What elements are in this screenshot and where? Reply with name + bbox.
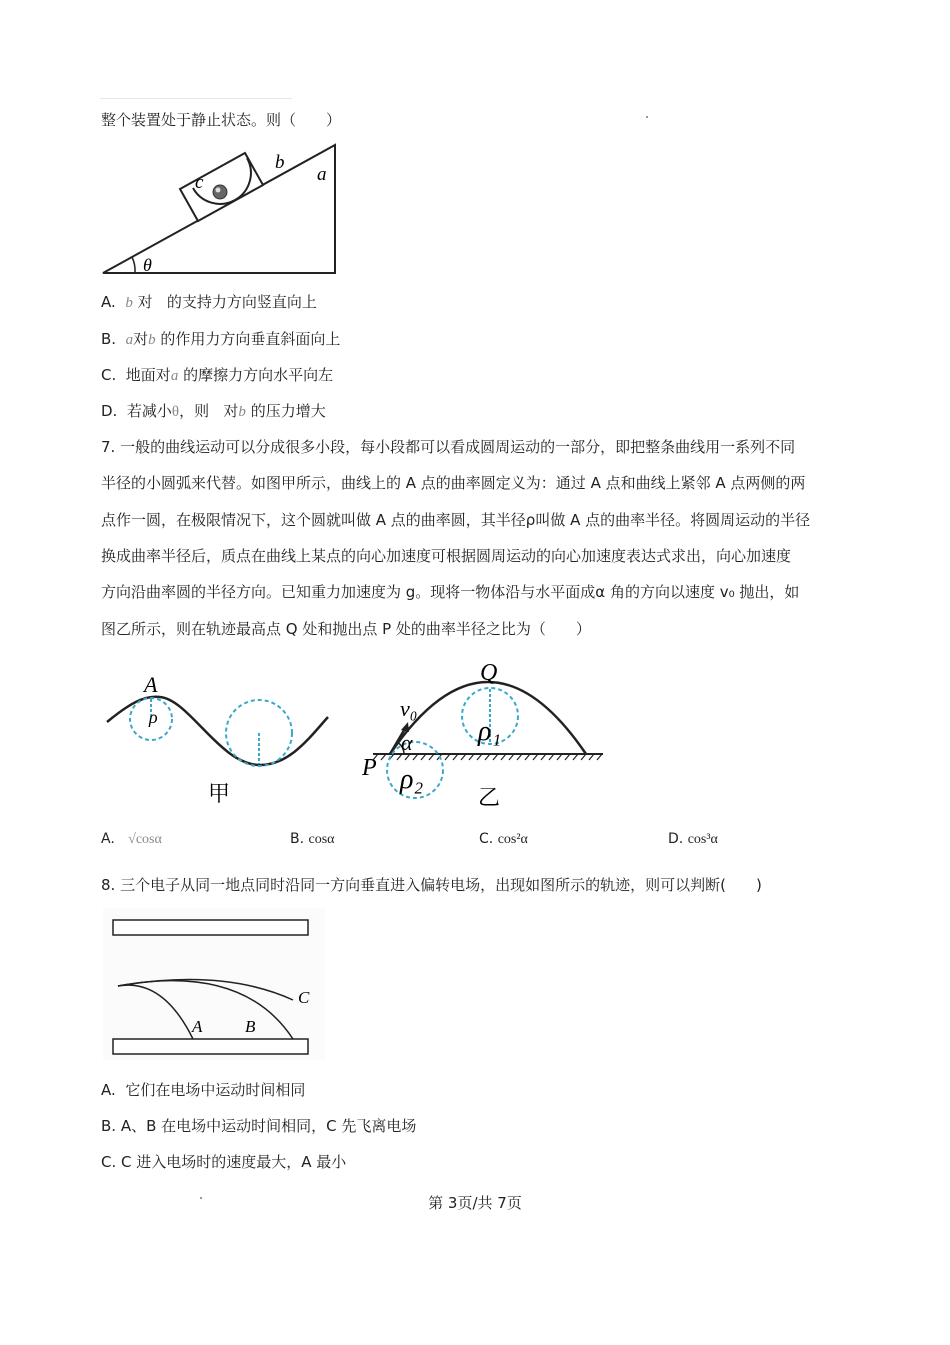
- q7-line-4: 换成曲率半径后，质点在曲线上某点的向心加速度可根据圆周运动的向心加速度表达式求出，向心加速度: [101, 547, 792, 565]
- caption-jia: 甲: [208, 781, 231, 806]
- ball-c: [213, 185, 227, 199]
- label-v0: v₀: [400, 696, 418, 721]
- q7-option-d[interactable]: D. cos³α: [668, 831, 718, 847]
- q7-line-3: 点作一圆，在极限情况下，这个圆就叫做 A 点的曲率圆，其半径ρ叫做 A 点的曲率半径。将圆周运动的半径: [101, 511, 811, 529]
- label-P: P: [362, 755, 377, 781]
- label-alpha: α: [401, 730, 413, 755]
- q8-option-a[interactable]: A. 它们在电场中运动时间相同: [101, 1081, 306, 1099]
- label-rho: ρ: [149, 707, 158, 727]
- label-A: A: [144, 672, 158, 697]
- label-b: b: [275, 152, 285, 173]
- label-theta: θ: [143, 255, 152, 275]
- q7-line-2: 半径的小圆弧来代替。如图甲所示，曲线上的 A 点的曲率圆定义为：通过 A 点和曲线上紧邻 A 点两侧的两: [101, 474, 806, 492]
- q7-option-b[interactable]: B. cosα: [290, 831, 335, 847]
- label-a: a: [317, 164, 327, 185]
- ball-highlight: [216, 188, 221, 193]
- q6-stem-tail: 整个装置处于静止状态。则（ ）: [101, 111, 342, 129]
- q6-incline-figure: [95, 140, 355, 280]
- wave-curve: [107, 697, 328, 765]
- q6-option-d[interactable]: D. 若减小θ，则 对b 的压力增大: [101, 402, 326, 420]
- q6-option-b[interactable]: B. a对b 的作用力方向垂直斜面向上: [101, 330, 341, 348]
- label-c: c: [195, 172, 204, 193]
- q8-stem: 8. 三个电子从同一地点同时沿同一方向垂直进入偏转电场，出现如图所示的轨迹，则可以判断( ): [101, 876, 762, 894]
- label-rho1: ρ₁: [478, 716, 502, 747]
- header-rule: [100, 98, 292, 99]
- q7-line-6: 图乙所示，则在轨迹最高点 Q 处和抛出点 P 处的曲率半径之比为（ ）: [101, 620, 591, 638]
- q8-option-c[interactable]: C. C 进入电场时的速度最大，A 最小: [101, 1153, 347, 1171]
- page-footer: 第 3页/共 7页: [428, 1194, 522, 1212]
- q8-field-figure: [103, 908, 328, 1060]
- q7-line-1: 7. 一般的曲线运动可以分成很多小段，每小段都可以看成圆周运动的一部分，即把整条曲线用一系列不同: [101, 438, 796, 456]
- q6-option-c[interactable]: C. 地面对a 的摩擦力方向水平向左: [101, 366, 334, 384]
- q7-option-c[interactable]: C. cos²α: [479, 831, 528, 847]
- stray-dot: [646, 116, 648, 118]
- theta-arc: [132, 257, 135, 273]
- label-A: A: [192, 1017, 203, 1036]
- upper-plate: [113, 920, 308, 935]
- lower-plate: [113, 1039, 308, 1054]
- label-rho2: ρ₂: [400, 764, 424, 795]
- label-B: B: [245, 1017, 256, 1036]
- caption-yi: 乙: [478, 785, 501, 810]
- q6-option-a[interactable]: A. b 对 的支持力方向竖直向上: [101, 293, 317, 311]
- q7-figure-jia: [100, 665, 340, 810]
- label-C: C: [298, 988, 310, 1007]
- q7-figure-yi: [358, 650, 608, 810]
- q7-line-5: 方向沿曲率圆的半径方向。已知重力加速度为 g。现将一物体沿与水平面成α 角的方向以速度 v₀ 抛出，如: [101, 583, 800, 601]
- q7-option-a[interactable]: A. √cosα: [101, 831, 162, 847]
- label-Q: Q: [480, 660, 498, 686]
- q8-option-b[interactable]: B. A、B 在电场中运动时间相同，C 先飞离电场: [101, 1117, 417, 1135]
